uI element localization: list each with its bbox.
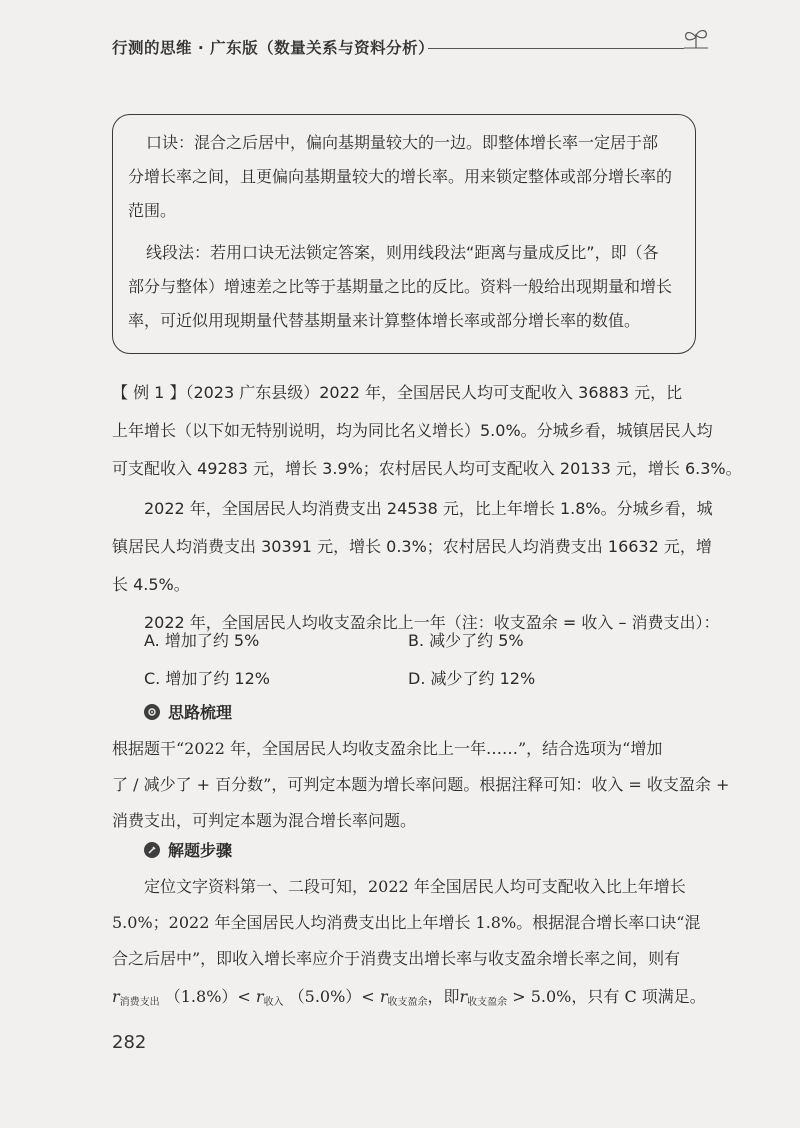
solution-line-1: 定位文字资料第一、二段可知，2022 年全国居民人均可支配收入比上年增长	[144, 877, 686, 896]
var-r-1: r	[112, 987, 120, 1006]
sub-consumption: 消费支出	[119, 997, 160, 1008]
solution-heading	[144, 838, 232, 861]
solution-heading-text: 解题步骤	[168, 841, 233, 860]
example-line-6: 长 4.5%。	[112, 575, 190, 594]
option-b: B. 减少了约 5%	[408, 631, 524, 650]
solution-line-3: 合之后居中”，即收入增长率应介于消费支出增长率与收支盈余增长率之间，则有	[112, 949, 681, 968]
formula-val-1: （1.8%）<	[164, 987, 251, 1006]
question-stem: 2022 年，全国居民人均收支盈余比上一年（注：收支盈余 = 收入 – 消费支出）：	[144, 613, 720, 632]
gear-icon	[144, 704, 160, 720]
formula-mid: ，即	[427, 987, 460, 1006]
page-number: 282	[112, 1032, 147, 1053]
option-c: C. 增加了约 12%	[144, 669, 270, 688]
tip-line-5: 部分与整体）增速差之比等于基期量之比的反比。资料一般给出现期量和增长	[128, 277, 673, 296]
tip-line-2: 分增长率之间，且更偏向基期量较大的增长率。用来锁定整体或部分增长率的	[128, 167, 673, 186]
analysis-heading	[144, 700, 232, 723]
pencil-icon	[144, 842, 160, 858]
running-header-title: 行测的思维 · 广东版（数量关系与资料分析）	[112, 39, 435, 57]
formula-val-2: （5.0%）<	[288, 987, 375, 1006]
tip-line-4: 线段法：若用口诀无法锁定答案，则用线段法“距离与量成反比”，即（各	[146, 243, 659, 262]
option-a: A. 增加了约 5%	[144, 631, 260, 650]
sub-surplus: 收支盈余	[387, 997, 428, 1008]
example-line-1: 【 例 1 】（2023 广东县级）2022 年，全国居民人均可支配收入 36883 元，比	[112, 383, 683, 402]
var-r-2: r	[255, 987, 264, 1006]
var-r-3: r	[379, 987, 388, 1006]
tip-line-1: 口诀：混合之后居中，偏向基期量较大的一边。即整体增长率一定居于部	[146, 133, 659, 152]
analysis-line-2: 了 / 减少了 + 百分数”，可判定本题为增长率问题。根据注释可知：收入 = 收支盈余 +	[112, 775, 730, 794]
analysis-heading-text: 思路梳理	[168, 703, 233, 722]
analysis-line-1: 根据题干“2022 年，全国居民人均收支盈余比上一年……”，结合选项为“增加	[112, 739, 663, 758]
sub-surplus-2: 收支盈余	[467, 997, 508, 1008]
solution-line-2: 5.0%；2022 年全国居民人均消费支出比上年增长 1.8%。根据混合增长率口诀“混	[112, 913, 701, 932]
option-d: D. 减少了约 12%	[408, 669, 536, 688]
example-line-5: 镇居民人均消费支出 30391 元，增长 0.3%；农村居民人均消费支出 16632 元，增	[112, 537, 712, 556]
sprout-icon	[680, 26, 712, 56]
sub-income: 收入	[263, 997, 284, 1008]
solution-formula	[112, 980, 706, 1020]
header-rule	[428, 48, 684, 49]
tip-line-3: 范围。	[128, 201, 177, 220]
var-r-4: r	[459, 987, 468, 1006]
tip-line-6: 率，可近似用现期量代替基期量来计算整体增长率或部分增长率的数值。	[128, 311, 641, 330]
example-line-3: 可支配收入 49283 元，增长 3.9%；农村居民人均可支配收入 20133 元，增长 6.3%。	[112, 459, 742, 478]
formula-tail: > 5.0%，只有 C 项满足。	[512, 987, 706, 1006]
example-line-2: 上年增长（以下如无特别说明，均为同比名义增长）5.0%。分城乡看，城镇居民人均	[112, 421, 713, 440]
analysis-line-3: 消费支出，可判定本题为混合增长率问题。	[112, 811, 417, 830]
example-line-4: 2022 年，全国居民人均消费支出 24538 元，比上年增长 1.8%。分城乡看，城	[144, 499, 713, 518]
